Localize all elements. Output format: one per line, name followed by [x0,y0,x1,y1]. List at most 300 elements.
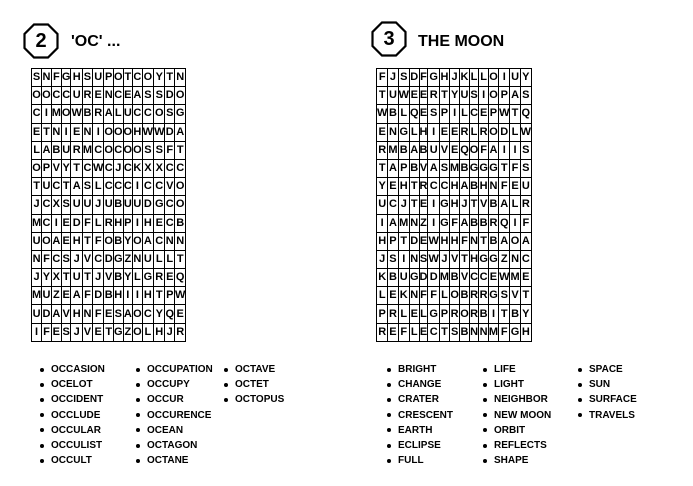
grid-cell[interactable]: B [479,214,489,232]
grid-cell[interactable]: O [42,232,52,250]
grid-cell[interactable]: I [51,214,61,232]
grid-cell[interactable]: C [388,196,398,214]
grid-cell[interactable]: A [175,123,186,141]
grid-cell[interactable]: U [428,141,439,159]
grid-cell[interactable]: N [479,323,489,341]
grid-cell[interactable]: O [133,305,143,323]
grid-cell[interactable]: H [479,178,489,196]
grid-cell[interactable]: T [409,196,419,214]
grid-cell[interactable]: C [439,178,449,196]
grid-cell[interactable]: U [93,69,104,87]
grid-cell[interactable]: J [450,69,460,87]
grid-cell[interactable]: H [439,69,449,87]
grid-cell[interactable]: P [123,214,133,232]
grid-cell[interactable]: T [82,269,92,287]
grid-cell[interactable]: E [439,123,449,141]
grid-cell[interactable]: A [388,214,398,232]
grid-cell[interactable]: F [460,232,470,250]
grid-cell[interactable]: E [61,287,71,305]
grid-cell[interactable]: J [460,196,470,214]
grid-cell[interactable]: C [142,305,153,323]
grid-cell[interactable]: G [488,250,498,268]
grid-cell[interactable]: Q [520,105,531,123]
grid-cell[interactable]: A [71,178,82,196]
grid-cell[interactable]: V [460,269,470,287]
grid-cell[interactable]: V [439,141,449,159]
grid-cell[interactable]: W [142,123,153,141]
grid-cell[interactable]: L [398,305,409,323]
grid-cell[interactable]: W [175,287,186,305]
grid-cell[interactable]: T [398,232,409,250]
grid-cell[interactable]: Q [499,214,510,232]
grid-cell[interactable]: I [499,141,510,159]
grid-cell[interactable]: N [133,250,143,268]
grid-cell[interactable]: D [409,69,419,87]
grid-cell[interactable]: J [71,250,82,268]
grid-cell[interactable]: D [71,214,82,232]
grid-cell[interactable]: H [113,287,123,305]
grid-cell[interactable]: X [51,196,61,214]
grid-cell[interactable]: I [398,250,409,268]
grid-cell[interactable]: A [51,305,61,323]
grid-cell[interactable]: G [398,123,409,141]
grid-cell[interactable]: A [499,196,510,214]
grid-cell[interactable]: N [175,69,186,87]
grid-cell[interactable]: C [165,159,175,177]
grid-cell[interactable]: O [32,87,42,105]
grid-cell[interactable]: C [104,178,114,196]
grid-cell[interactable]: C [42,196,52,214]
grid-cell[interactable]: P [42,159,52,177]
grid-cell[interactable]: S [499,287,510,305]
grid-cell[interactable]: C [520,250,531,268]
grid-cell[interactable]: O [175,178,186,196]
grid-cell[interactable]: L [439,287,449,305]
grid-cell[interactable]: Y [123,232,133,250]
grid-cell[interactable]: L [479,69,489,87]
grid-cell[interactable]: A [488,141,498,159]
grid-cell[interactable]: I [510,141,520,159]
grid-cell[interactable]: N [82,305,92,323]
grid-cell[interactable]: S [32,69,42,87]
grid-cell[interactable]: L [469,69,479,87]
grid-cell[interactable]: P [488,105,498,123]
grid-cell[interactable]: H [450,178,460,196]
grid-cell[interactable]: D [42,305,52,323]
grid-cell[interactable]: N [165,232,175,250]
grid-cell[interactable]: C [428,178,439,196]
grid-cell[interactable]: T [154,287,165,305]
grid-cell[interactable]: X [51,269,61,287]
grid-cell[interactable]: E [419,87,428,105]
grid-cell[interactable]: O [113,69,123,87]
grid-cell[interactable]: B [398,141,409,159]
grid-cell[interactable]: T [123,69,133,87]
grid-cell[interactable]: R [388,305,398,323]
grid-cell[interactable]: O [133,232,143,250]
grid-cell[interactable]: U [123,105,133,123]
grid-cell[interactable]: A [460,178,470,196]
grid-cell[interactable]: N [82,123,92,141]
grid-cell[interactable]: J [32,269,42,287]
grid-cell[interactable]: T [175,250,186,268]
grid-cell[interactable]: C [32,105,42,123]
grid-cell[interactable]: E [32,123,42,141]
grid-cell[interactable]: G [175,105,186,123]
grid-cell[interactable]: I [133,178,143,196]
grid-cell[interactable]: M [388,141,398,159]
grid-cell[interactable]: Z [51,287,61,305]
grid-cell[interactable]: S [428,105,439,123]
grid-cell[interactable]: K [460,69,470,87]
grid-cell[interactable]: J [439,250,449,268]
grid-cell[interactable]: T [61,269,71,287]
grid-cell[interactable]: O [104,123,114,141]
grid-cell[interactable]: N [32,250,42,268]
grid-cell[interactable]: H [71,69,82,87]
grid-cell[interactable]: A [428,159,439,177]
grid-cell[interactable]: R [479,287,489,305]
grid-cell[interactable]: G [488,159,498,177]
grid-cell[interactable]: S [142,141,153,159]
grid-cell[interactable]: D [499,123,510,141]
grid-cell[interactable]: A [133,87,143,105]
grid-cell[interactable]: B [479,305,489,323]
grid-cell[interactable]: I [377,214,388,232]
grid-cell[interactable]: T [520,287,531,305]
grid-cell[interactable]: H [419,123,428,141]
grid-cell[interactable]: W [520,123,531,141]
grid-cell[interactable]: U [82,196,92,214]
grid-cell[interactable]: F [398,323,409,341]
grid-cell[interactable]: L [93,214,104,232]
grid-cell[interactable]: M [82,141,92,159]
grid-cell[interactable]: U [71,196,82,214]
grid-cell[interactable]: E [419,323,428,341]
grid-cell[interactable]: Z [123,323,133,341]
grid-cell[interactable]: H [439,232,449,250]
grid-cell[interactable]: T [165,69,175,87]
grid-cell[interactable]: E [51,323,61,341]
grid-cell[interactable]: Y [520,305,531,323]
grid-cell[interactable]: O [61,105,71,123]
grid-cell[interactable]: S [154,141,165,159]
grid-cell[interactable]: C [133,105,143,123]
grid-cell[interactable]: E [488,269,498,287]
grid-cell[interactable]: Q [460,141,470,159]
grid-cell[interactable]: E [419,196,428,214]
grid-cell[interactable]: O [488,87,498,105]
grid-cell[interactable]: W [428,250,439,268]
grid-cell[interactable]: B [409,159,419,177]
grid-cell[interactable]: H [154,323,165,341]
grid-cell[interactable]: V [510,287,520,305]
grid-cell[interactable]: N [104,87,114,105]
grid-cell[interactable]: W [154,123,165,141]
grid-cell[interactable]: C [113,178,123,196]
grid-cell[interactable]: S [469,87,479,105]
grid-cell[interactable]: O [142,69,153,87]
grid-cell[interactable]: T [377,87,388,105]
grid-cell[interactable]: E [419,105,428,123]
grid-cell[interactable]: F [82,287,92,305]
grid-cell[interactable]: J [93,196,104,214]
grid-cell[interactable]: L [409,123,419,141]
grid-cell[interactable]: H [113,214,123,232]
grid-cell[interactable]: S [419,250,428,268]
grid-cell[interactable]: D [409,232,419,250]
grid-cell[interactable]: Y [377,178,388,196]
grid-cell[interactable]: F [42,323,52,341]
grid-cell[interactable]: Q [175,269,186,287]
grid-cell[interactable]: U [42,287,52,305]
grid-cell[interactable]: E [510,178,520,196]
grid-cell[interactable]: R [469,287,479,305]
grid-cell[interactable]: I [123,287,133,305]
grid-cell[interactable]: N [409,214,419,232]
grid-cell[interactable]: S [450,323,460,341]
grid-cell[interactable]: N [42,69,52,87]
grid-cell[interactable]: V [82,323,92,341]
grid-cell[interactable]: Q [165,305,175,323]
grid-cell[interactable]: P [165,287,175,305]
grid-cell[interactable]: T [32,178,42,196]
grid-cell[interactable]: P [377,305,388,323]
grid-cell[interactable]: E [479,105,489,123]
grid-cell[interactable]: C [175,159,186,177]
grid-cell[interactable]: J [113,159,123,177]
grid-cell[interactable]: N [510,250,520,268]
grid-cell[interactable]: C [142,178,153,196]
grid-cell[interactable]: A [460,214,470,232]
grid-cell[interactable]: B [469,178,479,196]
grid-cell[interactable]: W [499,269,510,287]
grid-cell[interactable]: C [479,269,489,287]
grid-cell[interactable]: C [61,87,71,105]
grid-cell[interactable]: O [133,323,143,341]
grid-cell[interactable]: D [165,87,175,105]
grid-cell[interactable]: A [388,159,398,177]
grid-cell[interactable]: T [510,105,520,123]
grid-cell[interactable]: S [520,159,531,177]
grid-cell[interactable]: T [104,323,114,341]
grid-cell[interactable]: N [388,123,398,141]
grid-cell[interactable]: J [71,323,82,341]
grid-cell[interactable]: H [133,123,143,141]
grid-cell[interactable]: V [419,159,428,177]
grid-cell[interactable]: L [409,323,419,341]
grid-cell[interactable]: S [439,159,449,177]
grid-cell[interactable]: H [142,287,153,305]
grid-cell[interactable]: F [499,323,510,341]
grid-cell[interactable]: C [165,214,175,232]
grid-cell[interactable]: S [113,305,123,323]
grid-cell[interactable]: C [133,69,143,87]
grid-cell[interactable]: E [93,323,104,341]
grid-cell[interactable]: S [61,323,71,341]
grid-cell[interactable]: Y [123,269,133,287]
grid-cell[interactable]: C [51,87,61,105]
grid-cell[interactable]: G [428,305,439,323]
grid-cell[interactable]: S [154,87,165,105]
grid-cell[interactable]: N [469,232,479,250]
grid-cell[interactable]: T [439,87,449,105]
grid-cell[interactable]: P [388,232,398,250]
grid-cell[interactable]: M [51,105,61,123]
grid-cell[interactable]: A [520,232,531,250]
grid-cell[interactable]: B [113,232,123,250]
grid-cell[interactable]: H [142,214,153,232]
grid-cell[interactable]: O [42,87,52,105]
grid-cell[interactable]: I [428,123,439,141]
grid-cell[interactable]: O [104,141,114,159]
grid-cell[interactable]: Y [154,305,165,323]
grid-cell[interactable]: U [42,178,52,196]
grid-cell[interactable]: R [104,214,114,232]
grid-cell[interactable]: I [479,87,489,105]
grid-cell[interactable]: J [165,323,175,341]
grid-cell[interactable]: W [71,105,82,123]
grid-cell[interactable]: R [428,87,439,105]
grid-cell[interactable]: H [450,196,460,214]
grid-cell[interactable]: R [488,214,498,232]
grid-cell[interactable]: I [499,69,510,87]
grid-cell[interactable]: U [133,196,143,214]
grid-cell[interactable]: U [71,87,82,105]
grid-cell[interactable]: F [479,141,489,159]
grid-cell[interactable]: U [71,269,82,287]
grid-cell[interactable]: L [142,323,153,341]
grid-cell[interactable]: H [469,250,479,268]
grid-cell[interactable]: B [419,141,428,159]
grid-cell[interactable]: O [488,123,498,141]
grid-cell[interactable]: E [388,178,398,196]
grid-cell[interactable]: U [398,269,409,287]
grid-cell[interactable]: T [460,250,470,268]
grid-cell[interactable]: E [61,214,71,232]
grid-cell[interactable]: R [520,196,531,214]
grid-cell[interactable]: T [499,305,510,323]
grid-cell[interactable]: P [398,159,409,177]
grid-cell[interactable]: E [154,214,165,232]
grid-cell[interactable]: R [175,323,186,341]
grid-cell[interactable]: P [104,69,114,87]
grid-cell[interactable]: F [165,141,175,159]
grid-cell[interactable]: L [113,105,123,123]
grid-cell[interactable]: C [123,159,133,177]
grid-cell[interactable]: B [460,287,470,305]
grid-cell[interactable]: A [71,287,82,305]
grid-cell[interactable]: O [113,123,123,141]
grid-cell[interactable]: O [450,287,460,305]
grid-cell[interactable]: J [398,196,409,214]
grid-cell[interactable]: S [520,87,531,105]
grid-cell[interactable]: T [479,232,489,250]
grid-cell[interactable]: B [113,196,123,214]
grid-cell[interactable]: R [479,123,489,141]
grid-cell[interactable]: Z [123,250,133,268]
grid-cell[interactable]: T [61,178,71,196]
grid-cell[interactable]: E [123,87,133,105]
grid-cell[interactable]: V [450,250,460,268]
grid-cell[interactable]: L [154,250,165,268]
grid-cell[interactable]: U [61,141,71,159]
grid-cell[interactable]: Q [409,105,419,123]
grid-cell[interactable]: L [165,250,175,268]
grid-cell[interactable]: I [428,196,439,214]
grid-cell[interactable]: G [439,196,449,214]
grid-cell[interactable]: R [71,141,82,159]
grid-cell[interactable]: R [82,87,92,105]
grid-cell[interactable]: C [154,178,165,196]
grid-cell[interactable]: B [450,269,460,287]
grid-cell[interactable]: R [450,305,460,323]
grid-cell[interactable]: G [510,323,520,341]
grid-cell[interactable]: A [142,232,153,250]
grid-cell[interactable]: L [469,123,479,141]
grid-cell[interactable]: I [133,214,143,232]
grid-cell[interactable]: G [142,269,153,287]
grid-cell[interactable]: T [377,159,388,177]
grid-cell[interactable]: C [142,105,153,123]
grid-cell[interactable]: B [51,141,61,159]
grid-cell[interactable]: T [499,159,510,177]
grid-cell[interactable]: R [469,305,479,323]
grid-cell[interactable]: K [398,287,409,305]
grid-cell[interactable]: F [51,69,61,87]
grid-cell[interactable]: X [142,159,153,177]
grid-cell[interactable]: E [61,232,71,250]
grid-cell[interactable]: F [450,214,460,232]
grid-cell[interactable]: C [165,196,175,214]
grid-cell[interactable]: E [520,269,531,287]
grid-cell[interactable]: M [488,323,498,341]
grid-cell[interactable]: T [409,178,419,196]
grid-cell[interactable]: B [104,287,114,305]
grid-cell[interactable]: S [388,250,398,268]
grid-cell[interactable]: P [439,105,449,123]
grid-cell[interactable]: R [419,178,428,196]
grid-cell[interactable]: L [510,196,520,214]
grid-cell[interactable]: I [42,105,52,123]
grid-cell[interactable]: M [439,269,449,287]
grid-cell[interactable]: G [428,69,439,87]
grid-cell[interactable]: J [93,269,104,287]
grid-cell[interactable]: Z [499,250,510,268]
grid-cell[interactable]: G [479,159,489,177]
grid-cell[interactable]: C [42,214,52,232]
grid-cell[interactable]: J [377,250,388,268]
grid-cell[interactable]: C [93,250,104,268]
grid-cell[interactable]: W [398,87,409,105]
grid-cell[interactable]: U [123,196,133,214]
grid-cell[interactable]: A [51,232,61,250]
grid-cell[interactable]: I [32,323,42,341]
grid-cell[interactable]: X [154,159,165,177]
grid-cell[interactable]: A [42,141,52,159]
grid-cell[interactable]: B [460,323,470,341]
grid-cell[interactable]: F [377,69,388,87]
grid-cell[interactable]: W [428,232,439,250]
grid-cell[interactable]: A [104,105,114,123]
grid-cell[interactable]: B [488,196,498,214]
grid-cell[interactable]: O [32,159,42,177]
grid-cell[interactable]: C [469,269,479,287]
grid-cell[interactable]: I [61,123,71,141]
grid-cell[interactable]: S [61,250,71,268]
grid-cell[interactable]: E [71,123,82,141]
grid-cell[interactable]: B [113,269,123,287]
